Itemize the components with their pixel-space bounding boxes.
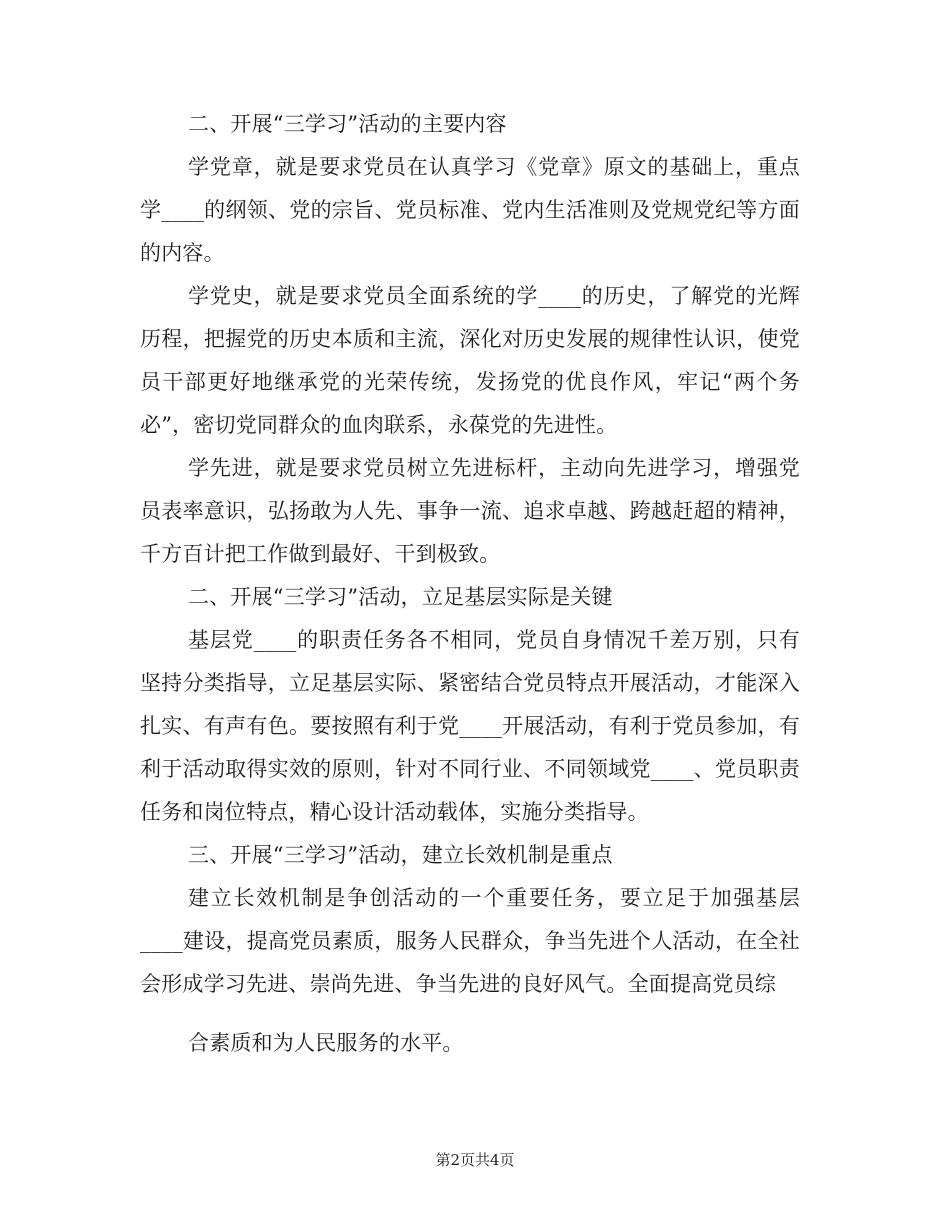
paragraph: 建立长效机制是争创活动的一个重要任务，要立足于加强基层____建设，提高党员素质，服务人民群众，争当先进个人活动，在全社会形成学习先进、崇尚先进、争当先进的良好风气。全面提高党员综 [140,886,800,996]
paragraph: 学党章，就是要求党员在认真学习《党章》原文的基础上，重点学____的纲领、党的宗旨、党员标准、党内生活准则及党规党纪等方面的内容。 [140,155,800,265]
section-heading: 三、开展“三学习”活动，建立长效机制是重点 [188,843,613,867]
paragraph: 学先进，就是要求党员树立先进标杆，主动向先进学习，增强党员表率意识，弘扬敢为人先、事争一流、追求卓越、跨越赶超的精神，千方百计把工作做到最好、干到极致。 [140,456,800,566]
paragraph: 合素质和为人民服务的水平。 [188,1031,464,1055]
section-heading: 二、开展“三学习”活动，立足基层实际是关键 [188,585,613,609]
page-number-footer: 第2页共4页 [435,1151,515,1169]
paragraph: 学党史，就是要求党员全面系统的学____的历史，了解党的光辉历程，把握党的历史本质和主流，深化对历史发展的规律性认识，使党员干部更好地继承党的光荣传统，发扬党的优良作风，牢记“两个务必”，密切党同群众的血肉联系，永葆党的先进性。 [140,284,800,437]
document-body [140,103,800,1065]
paragraph: 基层党____的职责任务各不相同，党员自身情况千差万别，只有坚持分类指导，立足基层实际、紧密结合党员特点开展活动，才能深入扎实、有声有色。要按照有利于党____开展活动，有利于党员参加，有利于活动取得实效的原则，针对不同行业、不同领域党____、党员职责任务和岗位特点，精心设计活动载体，实施分类指导。 [140,628,800,824]
section-heading: 二、开展“三学习”活动的主要内容 [188,112,507,136]
